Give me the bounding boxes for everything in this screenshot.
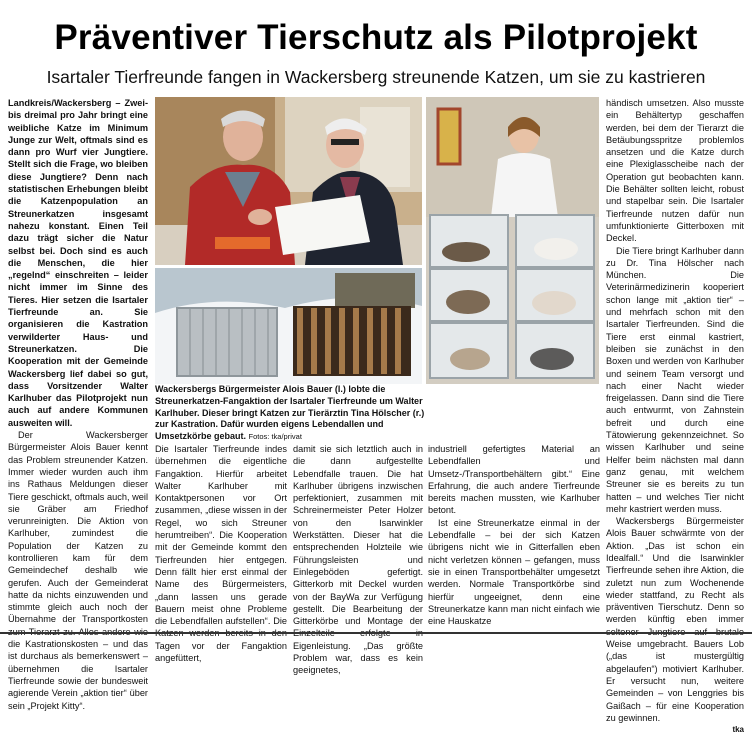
subheadline: Isartaler Tierfreunde fangen in Wackersberg streunende Katzen, um sie zu kastrieren <box>46 67 706 87</box>
headline: Präventiver Tierschutz als Pilotprojekt <box>54 18 698 57</box>
body-paragraph: damit sie sich letztlich auch in die dann aufgestellte Lebendfalle trauen. Die hat Karlhuber übrigens inzwischen perfektioniert, zusammen mit Schreinermeister Peter Holzer von den Isarwinkler Werkstätten. Dieser hat die entsprechenden Holzteile wie Führungsleisten und Einlegeböden gefertigt. Gitterkorb mit Deckel wurden von der BayWa zur Verfügung gestellt. Die Bearbeitung der Gitterkörbe und Montage der Eigenleistung. „Das größte Problem war, dass es kein geeignetes, <box>293 444 423 676</box>
photo-traps-image <box>155 268 422 384</box>
author-tag: tka <box>732 725 744 735</box>
photo-credit: Fotos: tka/privat <box>248 432 302 442</box>
photo-caption <box>155 384 425 442</box>
body-paragraph: Der Wackersberger Bürgermeister Alois Bauer kennt das Problem streunender Katzen. Immer wieder wurden auch ihm ins Rathaus Meldungen dieser Tiere geschickt, oftmals auch, weil sie Gräber am Friedhof verunreinigten. Die Aktion von Karlhuber, zumindest die Population der Katzen zu kontrollieren kam für dem Gemeindechef deshalb wie gerufen. Auch der Gemeinderat hatte da nichts einzuwenden und stimmte gleich auch noch der Übernahme der Transportkosten die Kastrationskosten – und das ist durchaus als bemerkenswert – übernehmen die Isartaler Tierfreunde sowie der bundesweit agierende Verein „aktion tier“ über sein „Projekt Kitty“. <box>8 430 148 711</box>
photo-traps <box>155 268 422 384</box>
body-paragraph: Die Isartaler Tierfreunde indes übernehmen die eigentliche Fangaktion. Hierfür arbeitet Walter Karlhuber mit Kontaktpersonen vor Ort zusammen, „diese wissen in der Regel, wo sich Streuner herumtreiben“. Die Kooperation mit der Gemeinde kommt den Tierfreunden hier entgegen. Denn fällt hier erst einmal der Name des Bürgermeisters, „dann lassen uns gerade Bauern meist ohne Probleme die Lebendfallen aufstellen“. Die Tagen vor der Fangaktion angefüttert, <box>155 444 287 664</box>
body-paragraph: Wackersbergs Bürgermeister Alois Bauer schwärmte von der Aktion. „Das ist schon ein Idealfall.“ Und die Isarwinkler Tierfreunde sehen ihre Aktion, die zuletzt nun zum Wochenende wieder stattfand, zu Recht als präventiven Tierschutz. Denn so werden künftig eben immer Weise umgebracht. Bauers Lob („das ist mustergültig abgelaufen“) motiviert Karlhuber. Er versucht nun, weitere Gemeinden – von Lenggries bis Gaißach – für eine Kooperation zu gewinnen. <box>606 516 744 723</box>
column-3 <box>293 443 423 676</box>
photo-meeting-image <box>155 97 422 265</box>
lead-paragraph: Landkreis/Wackersberg – Zwei- bis dreimal pro Jahr bringt eine weibliche Katze im Minimum Junge zur Welt, oftmals sind es dann pro Wurf vier Jungtiere. Stellt sich die Frage, wo bleiben diese Jungtiere? Denn nach statistischen Erhebungen bleibt die Katzenpopulation an Streunerkatzen insgesamt nahezu konstant. Einen Teil dazu trägt sicher die Natur selbst bei. Doch sind es auch die Menschen, die hier „regelnd“ einschreiten – leider nicht immer im Sinne des Tieres. Hier setzen die Isartaler Tierfreunde an. Sie organisieren die Kastration verwilderter Haus- und Streunerkatzen. Die Kooperation mit der Gemeinde Wackersberg lief dabei so gut, dass Vorsitzender Walter Karlhuber das Pilotprojekt nun auch auf andere Kommunen ausweiten will. <box>8 98 148 428</box>
body-paragraph: Ist eine Streunerkatze einmal in der Lebendfalle – bei der sich Katzen übrigens nicht wie in Gitterfallen eben nicht verletzen können – gefangen, muss sie in einen Transportbehälter umgesetzt werden. Normale Transportkörbe sind hierfür ungeeignet, denn eine Streunerkatze kann man nicht einfach wie eine Hauskatze <box>428 517 600 627</box>
column-5 <box>606 97 744 735</box>
column-4 <box>428 443 600 629</box>
photo-vet-image <box>426 97 599 384</box>
column-1 <box>8 97 148 711</box>
body-paragraph: Die Tiere bringt Karlhuber dann zu Dr. Tina Hölscher nach München. Die Veterinärmedizinerin kooperiert schon lange mit „aktion tier“ – und mehrfach schon mit den Isartaler Tierfreunden. Sind die Tiere erst einmal kastriert, bleiben sie zunächst in den Boxen und werden von Karlhuber und seinem Team versorgt und nach einer Nacht wieder freigelassen. Dann sind die Tiere auch entwurmt, von Zahnstein befreit und durch eine Tätowierung gekennzeichnet. So wissen Karlhuber und seine Helfer beim nächsten mal dann ganz genau, mit welchem Streuner sie es bereits zu tun hatten – und welches Tier nicht mehr kastriert werden muss. <box>606 245 744 514</box>
body-paragraph: industriell gefertigtes Material an Lebendfallen und Umsetz-/Transportbehältern gibt.“ Eine Erfahrung, die auch andere Tierfreunde bereits machen mussten, wie Karlhuber betont. <box>428 444 600 516</box>
body-paragraph: händisch umsetzen. Also musste ein Behältertyp geschaffen werden, bei dem der Tierarzt die Betäubungsspritze problemlos ansetzen und die Katze durch eine Plexiglasscheibe nach der Operation gut beobachten kann. Die Behälter sollten leicht, robust und stapelbar sein. Die Isartaler Tierfreunde nutzen dafür nun umfunktionierte Gitterboxen mit Deckel. <box>606 98 744 244</box>
photo-meeting <box>155 97 422 265</box>
bottom-rule <box>0 632 752 634</box>
caption-text: Wackersbergs Bürgermeister Alois Bauer (l.) lobte die Streunerkatzen-Fangaktion der Isartaler Tierfreunde um Walter Karlhuber. Dieser bringt Katzen zur Tierärztin Tina Hölscher (r.) zur Kastration. Dafür wurden eigens Lebendallen und Umsetzkörbe gebaut. <box>155 384 425 442</box>
photo-vet <box>426 97 599 384</box>
column-2 <box>155 443 287 664</box>
